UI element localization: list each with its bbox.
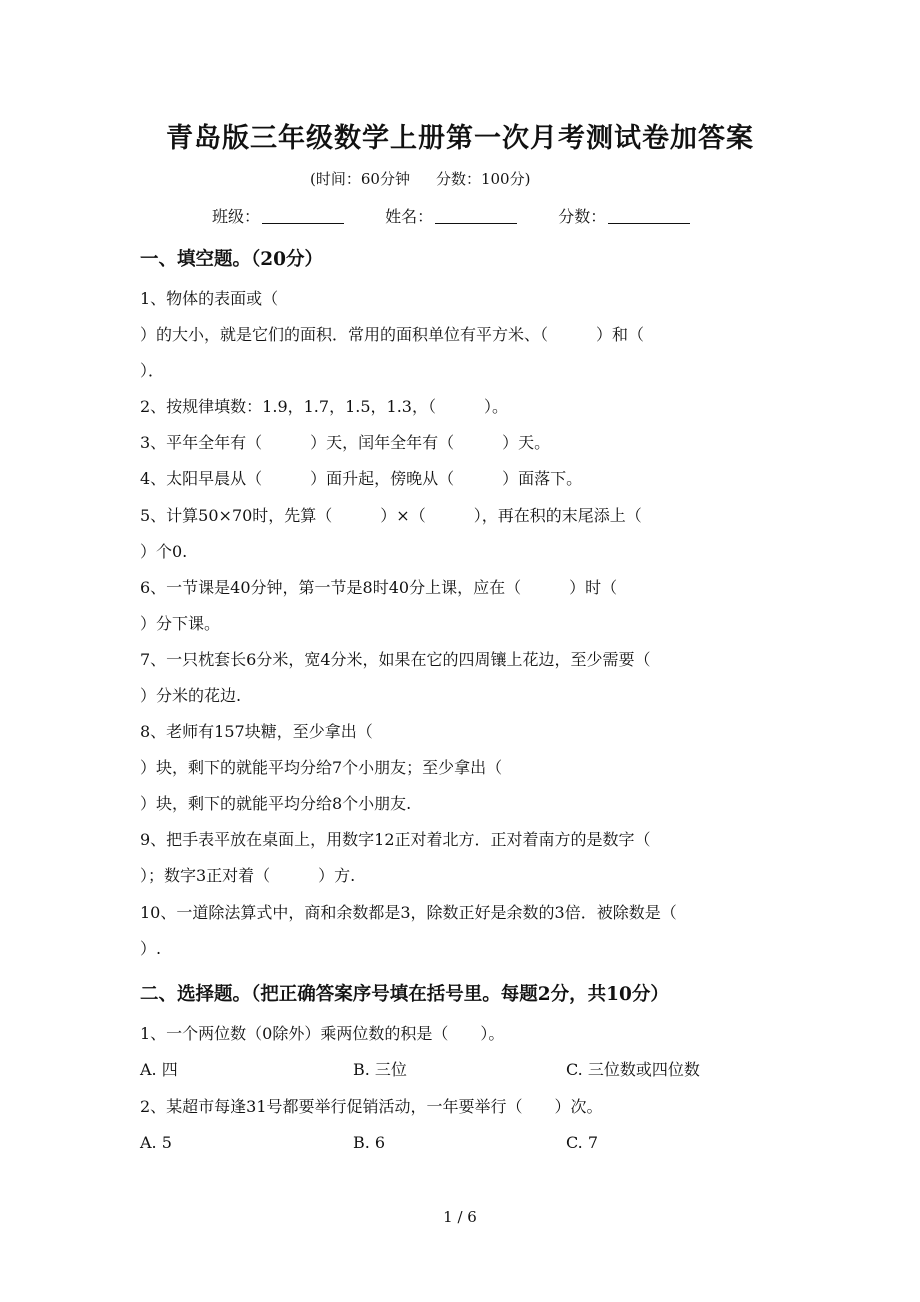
question-line: 1、物体的表面或（ xyxy=(140,289,279,308)
question-line: ）分米的花边. xyxy=(140,686,242,705)
score-label: 分数： xyxy=(558,207,607,226)
question-line: 10、一道除法算式中，商和余数都是3，除数正好是余数的3倍．被除数是（ xyxy=(140,903,677,922)
exam-meta xyxy=(310,168,530,189)
option-a[interactable]: A. 四 xyxy=(140,1060,178,1079)
exam-time: (时间：60分钟 xyxy=(310,170,410,188)
question-line: ）分下课。 xyxy=(140,614,221,633)
section-1-heading: 一、填空题。（20分） xyxy=(140,249,323,270)
question-line: 9、把手表平放在桌面上，用数字12正对着北方．正对着南方的是数字（ xyxy=(140,830,651,849)
question-line: ）；数字3正对着（ ）方. xyxy=(140,866,356,885)
question-line: 6、一节课是40分钟，第一节是8时40分上课，应在（ ）时（ xyxy=(140,578,618,597)
question-line: 7、一只枕套长6分米，宽4分米，如果在它的四周镶上花边，至少需要（ xyxy=(140,650,651,669)
option-b[interactable]: B. 6 xyxy=(353,1133,386,1152)
option-c[interactable]: C. 7 xyxy=(566,1133,599,1152)
question-line: ）块，剩下的就能平均分给7个小朋友；至少拿出（ xyxy=(140,758,503,777)
name-label: 姓名： xyxy=(385,207,434,226)
question-line: 5、计算50×70时，先算（ ）×（ ），再在积的末尾添上（ xyxy=(140,506,642,525)
score-field xyxy=(558,204,690,227)
class-field xyxy=(212,204,344,227)
class-label: 班级： xyxy=(212,207,261,226)
student-info-row xyxy=(212,204,726,227)
question-line: ）. xyxy=(140,939,162,958)
class-blank[interactable] xyxy=(262,209,344,224)
question-line: ）块，剩下的就能平均分给8个小朋友. xyxy=(140,794,412,813)
option-c[interactable]: C. 三位数或四位数 xyxy=(566,1060,700,1079)
option-a[interactable]: A. 5 xyxy=(140,1133,172,1152)
section-2-heading: 二、选择题。（把正确答案序号填在括号里。每题2分，共10分） xyxy=(140,984,669,1005)
question-line: 3、平年全年有（ ）天，闰年全年有（ ）天。 xyxy=(140,433,551,452)
question-line: 2、按规律填数：1.9，1.7，1.5，1.3，（ ）。 xyxy=(140,397,508,416)
page-title: 青岛版三年级数学上册第一次月考测试卷加答案 xyxy=(166,123,754,154)
question-line: 1、一个两位数（0除外）乘两位数的积是（ ）。 xyxy=(140,1024,505,1043)
question-line: ）的大小，就是它们的面积．常用的面积单位有平方米、（ ）和（ xyxy=(140,325,645,344)
question-line: 2、某超市每逢31号都要举行促销活动，一年要举行（ ）次。 xyxy=(140,1097,603,1116)
option-b[interactable]: B. 三位 xyxy=(353,1060,407,1079)
exam-total-score: 分数：100分) xyxy=(435,170,531,188)
question-line: ）． xyxy=(140,361,165,380)
page-number: 1 / 6 xyxy=(443,1208,477,1226)
question-line: 4、太阳早晨从（ ）面升起，傍晚从（ ）面落下。 xyxy=(140,469,583,488)
question-line: 8、老师有157块糖，至少拿出（ xyxy=(140,722,373,741)
name-field xyxy=(385,204,517,227)
question-line: ）个0. xyxy=(140,542,188,561)
score-blank[interactable] xyxy=(608,209,690,224)
name-blank[interactable] xyxy=(435,209,517,224)
